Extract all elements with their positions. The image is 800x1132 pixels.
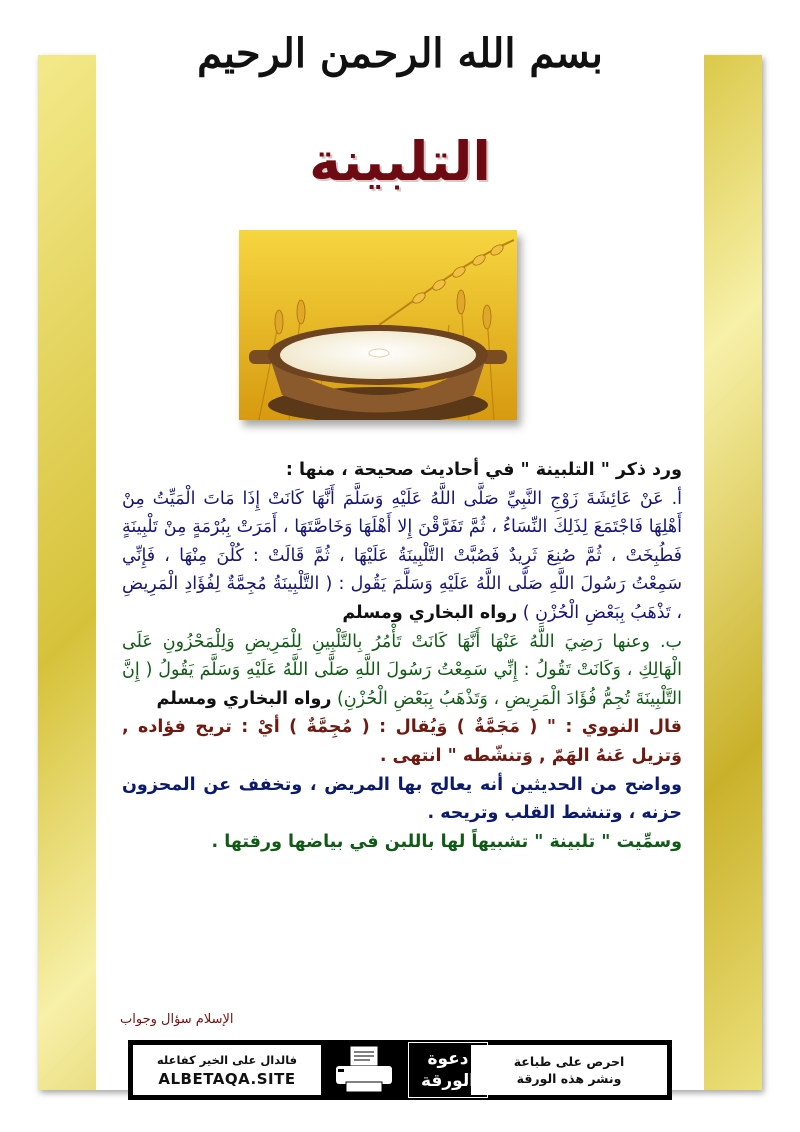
wheat-bowl-illustration bbox=[239, 230, 517, 420]
summary-paragraph: وواضح من الحديثين أنه يعالج بها المريض ، وتخفف عن المحزون حزنه ، وتنشط القلب وتريحه . bbox=[122, 774, 682, 824]
hadith-b-paragraph bbox=[122, 628, 682, 714]
hadith-b-text: ب. وعنها رَضِيَ اللَّهُ عَنْهَا أَنَّهَا كَانَتْ تَأْمُرُ بِالتَّلْبِينِ لِلْمَرِيضِ وَلِلْمَحْزُونِ عَلَى الْهَالِكِ ، وَكَانَتْ تَقُولُ : إِنِّي سَمِعْتُ رَسُولَ اللَّهِ صَلَّى اللَّهُ عَلَيْهِ وَسَلَّمَ يَقُولُ ( إِنَّ التَّلْبِينَةَ تُجِمُّ فُؤَادَ الْمَرِيضِ ، وَتَذْهَبُ بِبَعْضِ الْحُزْنِ) bbox=[122, 631, 682, 709]
print-note-line2: ونشر هذه الورقة bbox=[516, 1071, 622, 1086]
talbina-bowl-image bbox=[239, 230, 517, 420]
hadith-a-text: أ. عَنْ عَائِشَةَ زَوْجِ النَّبِيِّ صَلَّى اللَّهُ عَلَيْهِ وَسَلَّمَ أَنَّهَا كَانَتْ إِذَا مَاتَ الْمَيِّتُ مِنْ أَهْلِهَا فَاجْتَمَعَ لِذَلِكَ النِّسَاءُ ، ثُمَّ تَفَرَّقْنَ إِلا أَهْلَهَا وَخَاصَّتَهَا ، أَمَرَتْ بِبُرْمَةٍ مِنْ تَلْبِينَةٍ فَطُبِخَتْ ، ثُمَّ صُنِعَ ثَرِيدٌ فَصُبَّتْ التَّلْبِينَةُ عَلَيْهَا ، ثُمَّ قَالَتْ : كُلْنَ مِنْهَا ، فَإِنِّي سَمِعْتُ رَسُولَ اللَّهِ صَلَّى اللَّهُ عَلَيْهِ وَسَلَّمَ يَقُول : ( التَّلْبِينَةُ مُجِمَّةٌ لِفُؤَادِ الْمَرِيضِ ، تَذْهَبُ بِبَعْضِ الْحُزْنِ ) bbox=[122, 488, 682, 623]
footer-site-box bbox=[132, 1044, 322, 1096]
page-title: التلبينة bbox=[309, 130, 491, 193]
footer-print-note bbox=[470, 1044, 668, 1096]
naming-paragraph: وسمِّيت " تلبينة " تشبيهاً لها باللبن في بياضها ورقتها . bbox=[211, 831, 682, 852]
printer-icon bbox=[328, 1044, 400, 1096]
site-link[interactable]: ALBETAQA.SITE bbox=[158, 1069, 296, 1088]
hadith-b-reference: رواه البخاري ومسلم bbox=[156, 688, 332, 709]
basmala-calligraphy: بسم الله الرحمن الرحيم bbox=[197, 30, 603, 77]
hadith-a-reference: رواه البخاري ومسلم bbox=[342, 602, 518, 623]
logo-line2: الورقة bbox=[420, 1071, 476, 1091]
hadith-a-paragraph bbox=[122, 485, 682, 628]
source-credit: الإسلام سؤال وجواب bbox=[120, 1012, 234, 1027]
footer-slogan: فالدال على الخير كفاعله bbox=[156, 1052, 298, 1067]
article-body bbox=[122, 456, 682, 856]
nawawi-quote: قال النووي : " ( مَجَمَّةٌ ) وَيُقال : ( مُجِمَّةٌ ) أيْ : تريح فؤاده , وَتزيل عَنهُ الهَمّ , وَتنشّطه " انتهى . bbox=[122, 717, 682, 766]
print-note-line1: احرص على طباعة bbox=[513, 1054, 625, 1069]
logo-line1: دعوة bbox=[427, 1049, 469, 1069]
intro-line: ورد ذكر " التلبينة " في أحاديث صحيحة ، منها : bbox=[285, 460, 682, 480]
footer-bar bbox=[128, 1040, 672, 1100]
dawat-alwaraqa-logo bbox=[408, 1042, 488, 1098]
